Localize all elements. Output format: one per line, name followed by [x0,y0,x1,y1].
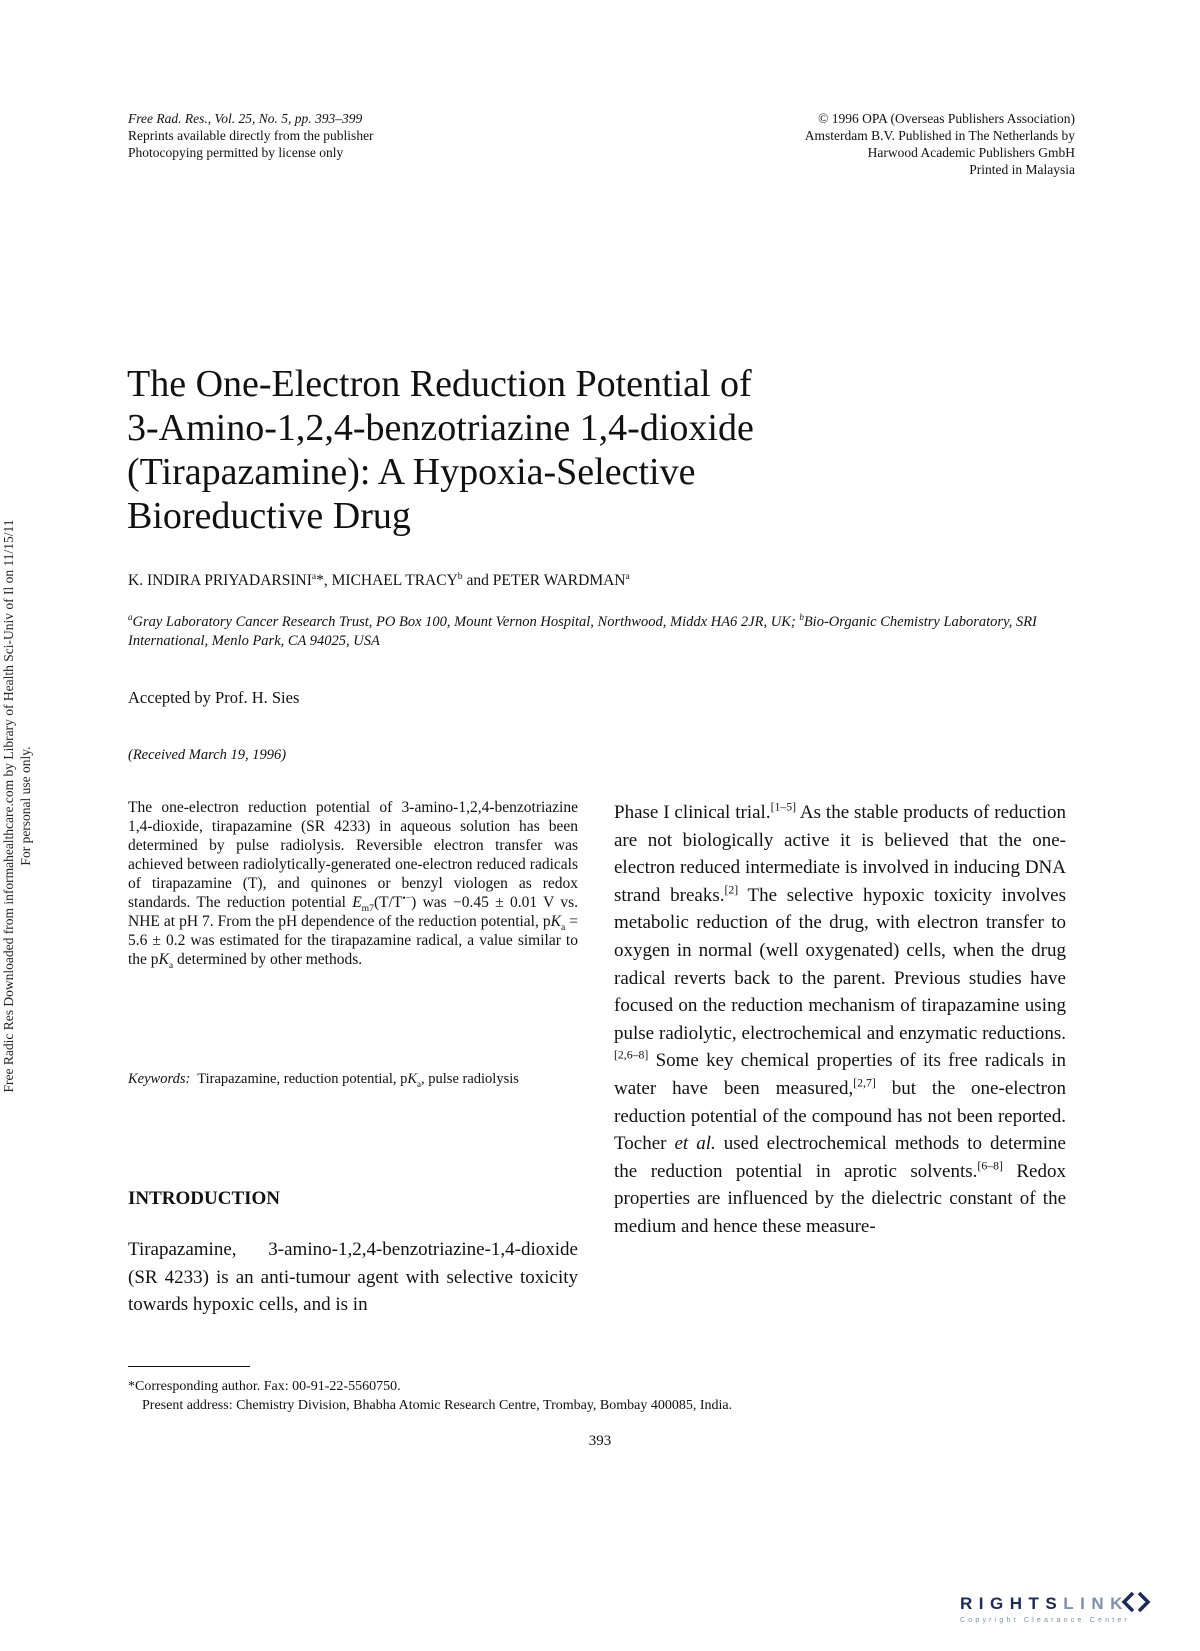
publisher-name: Harwood Academic Publishers GmbH [867,145,1075,160]
accepted-by: Accepted by Prof. H. Sies [128,688,300,707]
author-list: K. INDIRA PRIYADARSINI$^a$*, MICHAEL TRACY$^b$ and PETER WARDMAN$^a$ [128,570,630,589]
citation: [2,7] [853,1076,876,1090]
journal-header [128,110,588,161]
section-heading-introduction: INTRODUCTION [128,1188,281,1209]
publisher-line: Amsterdam B.V. Published in The Netherlands by [804,128,1075,143]
received-date: (Received March 19, 1996) [128,747,287,763]
title-line-3: (Tirapazamine): A Hypoxia-Selective [127,451,696,493]
watermark-line-2: For personal use only. [18,746,33,866]
introduction-paragraph-left: Tirapazamine, 3-amino-1,2,4-benzotriazine-1,4-dioxide (SR 4233) is an anti-tumour agent with selective toxicity towards hypoxic cells, and is in [128,1239,578,1315]
citation: [2] [724,883,739,897]
footnotes [128,1377,1068,1415]
present-address-note: Present address: Chemistry Division, Bhabha Atomic Research Centre, Trombay, Bombay 400085, India. [142,1398,733,1413]
download-watermark [0,406,50,1206]
introduction-paragraph-right: Phase I clinical trial.[1–5] As the stable products of reduction are not biologically active it is believed that the one-electron reduced intermediate is involved in inducing DNA strand breaks.[2] The selective hypoxic toxicity involves metabolic reduction of the drug, with electron transfer to oxygen in normal (well oxygenated) cells, when the drug radical reverts back to the parent. Previous studies have focused on the reduction mechanism of tirapazamine using pulse radiolytic, electrochemical and enzymatic reductions.[2,6–8] Some key chemical properties of its free radicals in water have been measured,[2,7] but the one-electron reduction potential of the compound has not been reported. Tocher et al. used electrochemical methods to determine the reduction potential in aprotic solvents.[6–8] Redox properties are influenced by the dielectric constant of the medium and hence these measure- [614,800,1066,1237]
copyright-header [615,110,1075,178]
citation: [1–5] [770,800,797,814]
article-title [127,362,927,538]
citation: [2,6–8] [614,1049,649,1063]
author-1: K. INDIRA PRIYADARSINI [128,572,312,589]
corresponding-author-note: *Corresponding author. Fax: 00-91-22-5560750. [128,1379,401,1394]
printed-in: Printed in Malaysia [969,162,1075,177]
title-line-2: 3-Amino-1,2,4-benzotriazine 1,4-dioxide [127,407,754,449]
chevron-right-icon [1139,1593,1148,1611]
reprints-note: Reprints available directly from the publisher [128,128,374,143]
rightslink-tagline: Copyright Clearance Center [960,1617,1130,1624]
title-line-4: Bioreductive Drug [127,495,411,537]
affiliations: $^a$Gray Laboratory Cancer Research Trust, PO Box 100, Mount Vernon Hospital, Northwood, Middx HA6 2JR, UK; $^b$Bio-Organic Chemistry Laboratory, SRI International, Menlo Park, CA 94025, USA [128,612,1037,649]
keywords-label: Keywords: [128,1071,191,1087]
copyright-line: © 1996 OPA (Overseas Publishers Association) [818,111,1075,126]
abstract: The one-electron reduction potential of 3-amino-1,2,4-benzotriazine 1,4-dioxide, tirapazamine (SR 4233) in aqueous solution has been determined by pulse radiolysis. Reversible electron transfer was achieved between radiolytically-generated one-electron reduced radicals of tirapazamine (T), and quinones or benzyl viologen as redox standards. The reduction potential $E_{m7}(T/T^{•-})$ was −0.45 ± 0.01 V vs. NHE at pH 7. From the pH dependence of the reduction potential, $pK_a = 5.6 \pm 0.2$ was estimated for the tirapazamine radical, a value similar to the $pK_a$ determined by other methods. [128,799,579,972]
watermark-line-1: Free Radic Res Downloaded from informahealthcare.com by Library of Health Sci-Univ of Il on 11/15/11 [1,519,16,1093]
footnote-divider [128,1366,250,1367]
rightslink-wordmark: RIGHTSLINK [960,1594,1129,1613]
keywords: Keywords: Tirapazamine, reduction potential, $pK_a$, pulse radiolysis [128,1071,519,1089]
title-line-1: The One-Electron Reduction Potential of [127,363,752,405]
author-3: PETER WARDMAN [492,572,626,589]
page-number: 393 [588,1433,612,1449]
photocopy-note: Photocopying permitted by license only [128,145,344,160]
rightslink-logo-graphic [958,1585,1158,1627]
author-2: MICHAEL TRACY [331,572,458,589]
citation: [6–8] [977,1159,1003,1173]
rightslink-logo [958,1585,1158,1627]
journal-citation: Free Rad. Res., Vol. 25, No. 5, pp. 393–399 [128,111,363,126]
